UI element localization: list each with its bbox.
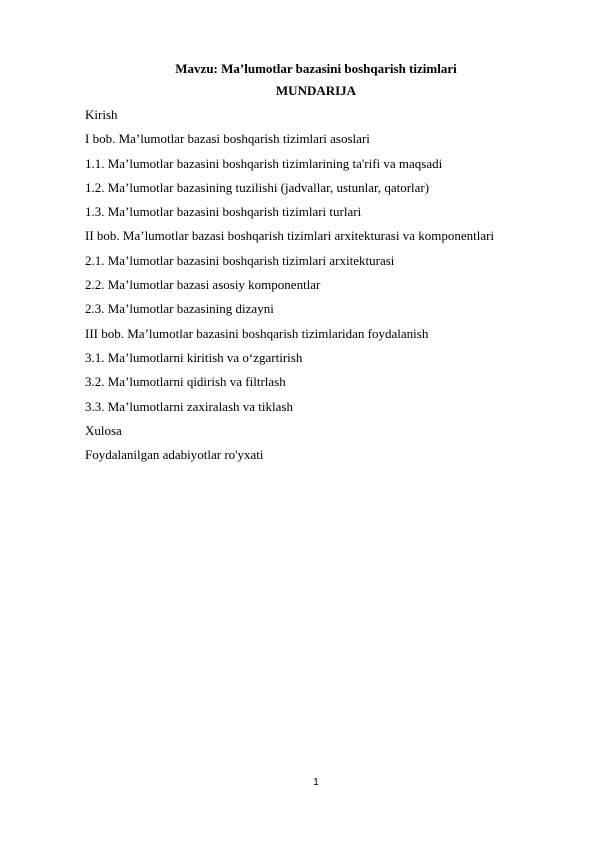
toc-entry: 1.3. Ma’lumotlar bazasini boshqarish tizimlari turlari — [85, 204, 362, 220]
table-of-contents — [85, 103, 565, 467]
toc-entry: III bob. Ma’lumotlar bazasini boshqarish tizimlaridan foydalanish — [85, 325, 429, 341]
toc-entry: 3.1. Ma’lumotlarni kiritish va o‘zgartirish — [85, 349, 303, 365]
toc-entry: Foydalanilgan adabiyotlar ro'yxati — [85, 447, 264, 463]
toc-heading: MUNDARIJA — [275, 83, 357, 98]
toc-entry: 3.3. Ma’lumotlarni zaxiralash va tiklash — [85, 398, 293, 414]
toc-entry: 2.1. Ma’lumotlar bazasini boshqarish tizimlari arxitekturasi — [85, 252, 395, 268]
toc-entry: Xulosa — [85, 422, 122, 438]
toc-entry: II bob. Ma’lumotlar bazasi boshqarish tizimlari arxitekturasi va komponentlari — [85, 228, 495, 244]
toc-entry: I bob. Ma’lumotlar bazasi boshqarish tizimlari asoslari — [85, 131, 370, 147]
document-title: Mavzu: Ma’lumotlar bazasini boshqarish tizimlari — [175, 61, 457, 76]
toc-entry: 1.1. Ma’lumotlar bazasini boshqarish tizimlarining ta'rifi va maqsadi — [85, 155, 443, 171]
toc-entry: 3.2. Ma’lumotlarni qidirish va filtrlash — [85, 374, 286, 390]
toc-entry: 2.2. Ma’lumotlar bazasi asosiy komponentlar — [85, 277, 321, 293]
toc-entry: 2.3. Ma’lumotlar bazasining dizayni — [85, 301, 274, 317]
toc-entry: 1.2. Ma’lumotlar bazasining tuzilishi (jadvallar, ustunlar, qatorlar) — [85, 179, 430, 195]
toc-entry: Kirish — [85, 107, 118, 122]
page-number: 1 — [313, 777, 319, 788]
